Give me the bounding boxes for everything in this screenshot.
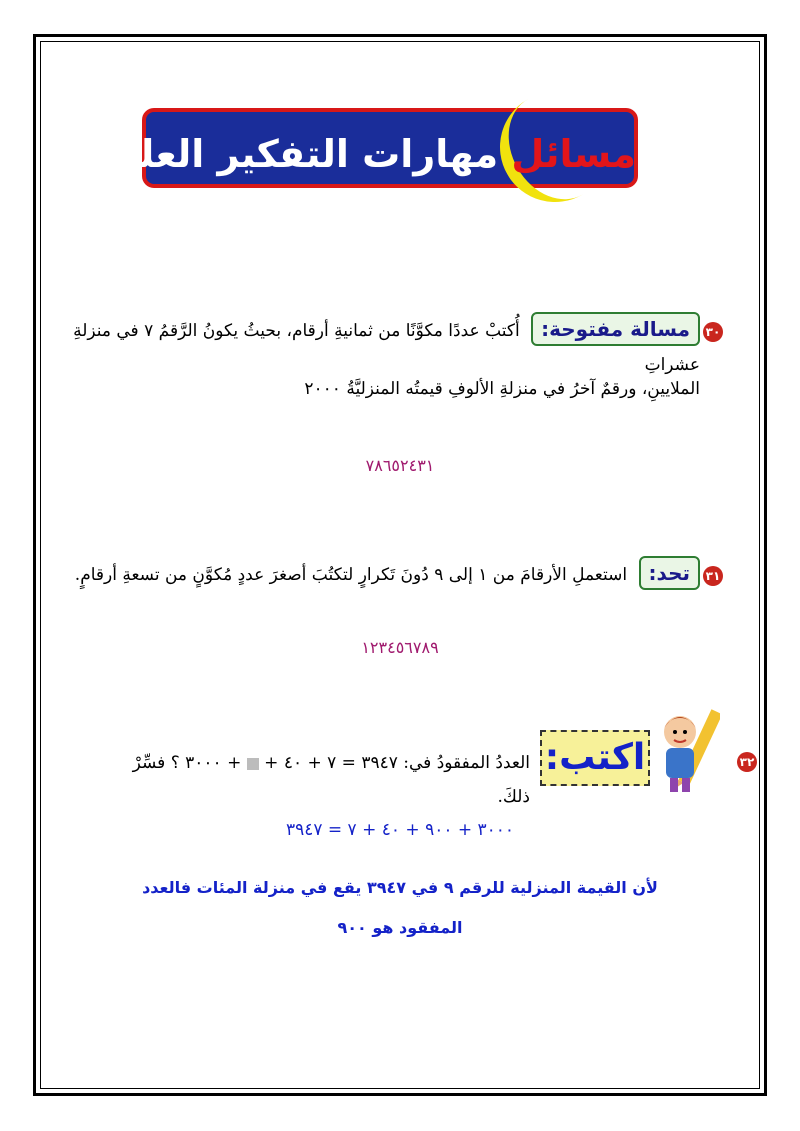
question-number-30: ٣٠ <box>703 322 723 342</box>
question-number-32: ٣٢ <box>737 752 757 772</box>
title-red-word: مسائل <box>511 132 636 176</box>
question-32-part-b: + ٣٠٠٠ ؟ فسِّرْ ذلكَ. <box>132 753 530 807</box>
girl-with-pencil-icon <box>650 700 720 796</box>
answer-30: ٧٨٦٥٢٤٣١ <box>365 456 435 475</box>
answer-32-explanation-line1: لأن القيمة المنزلية للرقم ٩ في ٣٩٤٧ يقع في منزلة المئات فالعدد <box>142 878 658 897</box>
question-32 <box>100 746 530 814</box>
challenge-tag: تحد: <box>639 556 700 590</box>
page-title <box>95 124 636 184</box>
answer-32-equation: ٣٠٠٠ + ٩٠٠ + ٤٠ + ٧ = ٣٩٤٧ <box>285 820 515 840</box>
question-31 <box>60 556 700 592</box>
question-31-line1: استعملِ الأرقامَ من ١ إلى ٩ دُونَ تَكرارٍ لتكتُبَ أصغرَ عددٍ مُكوَّنٍ من تسعةِ أرقامٍ. <box>74 565 628 585</box>
answer-31: ١٢٣٤٥٦٧٨٩ <box>361 638 439 657</box>
open-problem-tag: مسالة مفتوحة: <box>531 312 700 346</box>
question-30-line2: الملايينِ، ورقمٌ آخرُ في منزلةِ الألوفِ قيمتُه المنزليَّةُ ٢٠٠٠ <box>304 379 700 399</box>
title-white-words: مهارات التفكير العليا: <box>95 132 499 176</box>
question-30-line1: أُكتبْ عددًا مكوَّنًا من ثمانيةِ أرقام، بحيثُ يكونُ الرَّقمُ ٧ في منزلةِ عشراتِ <box>73 321 700 375</box>
question-number-31: ٣١ <box>703 566 723 586</box>
answer-32-explanation-line2: المفقود هو ٩٠٠ <box>337 918 463 937</box>
missing-number-box <box>247 758 259 770</box>
write-tag: اكتب: <box>540 730 650 786</box>
question-32-part-a: العددُ المفقودُ في: ٣٩٤٧ = ٧ + ٤٠ + <box>264 753 530 773</box>
